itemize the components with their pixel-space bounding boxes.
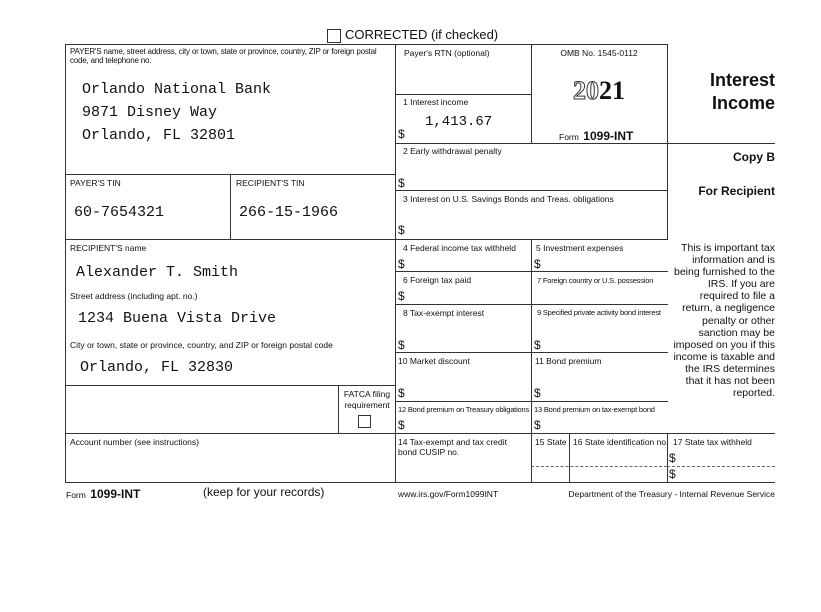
recipient-name[interactable]: Alexander T. Smith bbox=[76, 264, 239, 281]
account-label: Account number (see instructions) bbox=[70, 437, 199, 447]
fatca-line1: FATCA filing bbox=[343, 389, 391, 399]
footer-url[interactable]: www.irs.gov/Form1099INT bbox=[398, 489, 499, 499]
box9-label: 9 Specified private activity bond interest bbox=[537, 308, 661, 317]
box17-currency-1: $ bbox=[669, 451, 676, 465]
recipient-tin-label: RECIPIENT'S TIN bbox=[236, 178, 305, 188]
box10-top-line bbox=[395, 352, 668, 353]
box10-currency: $ bbox=[398, 386, 405, 400]
recipient-street[interactable]: 1234 Buena Vista Drive bbox=[78, 310, 277, 327]
box15-label: 15 State bbox=[535, 437, 567, 447]
notice-text: This is important tax information and is being furnished to the IRS. If you are required to file a return, a negligence penalty or other sanction may be imposed on you if this income is taxable and the IRS determines that it has not been reported. bbox=[673, 242, 775, 400]
mid-column-divider bbox=[531, 239, 532, 483]
corrected-label: CORRECTED (if checked) bbox=[345, 27, 499, 42]
form-bottom-border bbox=[65, 482, 775, 483]
box1-value[interactable]: 1,413.67 bbox=[425, 114, 493, 130]
box12-label: 12 Bond premium on Treasury obligations bbox=[398, 405, 530, 414]
box2-label: 2 Early withdrawal penalty bbox=[403, 146, 502, 156]
recipient-street-label: Street address (including apt. no.) bbox=[70, 291, 198, 301]
tin-bottom-line bbox=[65, 239, 668, 240]
box13-label: 13 Bond premium on tax-exempt bond bbox=[534, 405, 655, 414]
recipient-city-label: City or town, state or province, country, and ZIP or foreign postal code bbox=[70, 340, 333, 350]
row-433-line bbox=[65, 433, 775, 434]
form-left-border bbox=[65, 44, 66, 483]
payer-city[interactable]: Orlando, FL 32801 bbox=[82, 127, 236, 144]
omb-form-number: 1099-INT bbox=[583, 129, 634, 143]
footer-dept: Department of the Treasury - Internal Revenue Service bbox=[568, 489, 775, 499]
box12-currency: $ bbox=[398, 418, 405, 432]
tax-year-prefix: 20 bbox=[573, 76, 599, 105]
box17-currency-2: $ bbox=[669, 467, 676, 481]
recipient-name-label: RECIPIENT'S name bbox=[70, 243, 147, 253]
box3-top-line bbox=[395, 190, 668, 191]
corrected-checkbox[interactable] bbox=[327, 29, 341, 43]
left-column-divider bbox=[395, 44, 396, 483]
box9-currency: $ bbox=[534, 338, 541, 352]
box3-label: 3 Interest on U.S. Savings Bonds and Treas. obligations bbox=[403, 194, 614, 204]
recipient-city[interactable]: Orlando, FL 32830 bbox=[80, 359, 234, 376]
footer-form bbox=[66, 485, 140, 503]
recipient-tin-value[interactable]: 266-15-1966 bbox=[239, 204, 339, 221]
tin-divider bbox=[230, 174, 231, 239]
footer-form-number: 1099-INT bbox=[90, 487, 141, 501]
box6-label: 6 Foreign tax paid bbox=[403, 275, 472, 285]
box8-currency: $ bbox=[398, 338, 405, 352]
box2-currency: $ bbox=[398, 176, 405, 190]
for-recipient-label: For Recipient bbox=[698, 184, 775, 198]
box8-label: 8 Tax-exempt interest bbox=[403, 308, 485, 318]
fatca-top-line bbox=[65, 385, 395, 386]
footer-form-prefix: Form bbox=[66, 490, 86, 500]
title-line1: Interest bbox=[709, 70, 775, 90]
fatca-checkbox[interactable] bbox=[358, 415, 371, 428]
footer-keep: (keep for your records) bbox=[203, 485, 325, 499]
box6-currency: $ bbox=[398, 289, 405, 303]
box3-currency: $ bbox=[398, 223, 405, 237]
box1-currency: $ bbox=[398, 127, 405, 141]
rtn-label: Payer's RTN (optional) bbox=[404, 48, 490, 58]
box7-label: 7 Foreign country or U.S. possession bbox=[537, 276, 654, 285]
box13-currency: $ bbox=[534, 418, 541, 432]
payer-tin-value[interactable]: 60-7654321 bbox=[74, 204, 165, 221]
omb-label: OMB No. 1545-0112 bbox=[560, 48, 638, 58]
omb-form-name bbox=[559, 127, 633, 145]
state-divider bbox=[569, 433, 570, 483]
payer-name[interactable]: Orlando National Bank bbox=[82, 81, 272, 98]
payer-street[interactable]: 9871 Disney Way bbox=[82, 104, 218, 121]
box5-label: 5 Investment expenses bbox=[536, 243, 624, 253]
title-line2: Income bbox=[711, 93, 775, 113]
box17-label: 17 State tax withheld bbox=[673, 437, 752, 447]
box10-label: 10 Market discount bbox=[398, 356, 470, 366]
copy-b-label: Copy B bbox=[733, 150, 775, 164]
box11-currency: $ bbox=[534, 386, 541, 400]
payer-tin-label: PAYER'S TIN bbox=[70, 178, 121, 188]
payer-label: PAYER'S name, street address, city or town, state or province, country, ZIP or foreign postal code, and telephone no. bbox=[70, 47, 377, 65]
box11-label: 11 Bond premium bbox=[535, 356, 602, 366]
box1-top-line bbox=[395, 94, 531, 95]
tax-year bbox=[531, 76, 667, 106]
state-dashed-line bbox=[531, 466, 667, 467]
box8-top-line bbox=[395, 304, 668, 305]
box16-label: 16 State identification no. bbox=[573, 437, 669, 447]
title-column-divider bbox=[667, 44, 668, 239]
omb-form-prefix: Form bbox=[559, 132, 579, 142]
box1-label: 1 Interest income bbox=[403, 97, 469, 107]
box12-top-line bbox=[395, 401, 668, 402]
fatca-line2: requirement bbox=[344, 400, 390, 410]
box4-label: 4 Federal income tax withheld bbox=[403, 243, 516, 253]
box6-top-line bbox=[395, 271, 668, 272]
state-tax-dashed-line bbox=[667, 466, 775, 467]
form-top-border bbox=[65, 44, 668, 45]
box14-label: 14 Tax-exempt and tax credit bond CUSIP no. bbox=[398, 437, 507, 457]
tax-year-suffix: 21 bbox=[599, 76, 625, 105]
box5-currency: $ bbox=[534, 257, 541, 271]
payer-bottom-line bbox=[65, 174, 395, 175]
box4-currency: $ bbox=[398, 257, 405, 271]
